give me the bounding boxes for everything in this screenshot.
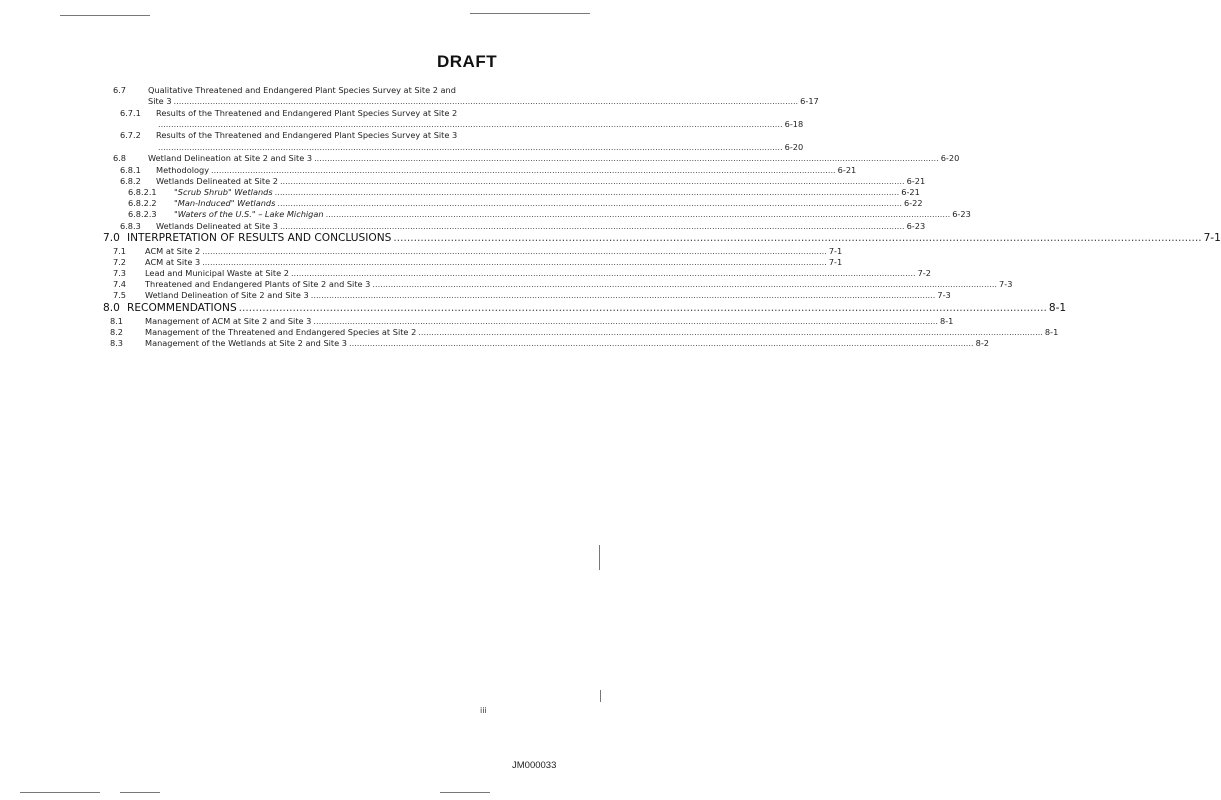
toc-entry-page: 6-18 — [784, 119, 804, 129]
toc-leader-dots — [311, 290, 936, 301]
toc-entry — [120, 165, 857, 176]
toc-leader-dots — [280, 176, 905, 187]
toc-entry-title: "Man-Induced" Wetlands — [174, 198, 276, 208]
draft-watermark-label: DRAFT — [437, 52, 498, 71]
toc-entry-title: "Scrub Shrub" Wetlands — [174, 187, 273, 197]
toc-entry — [120, 176, 926, 187]
toc-entry-number: 6.8 — [113, 153, 127, 163]
scan-mark — [120, 792, 160, 793]
toc-entry-page: 7-1 — [1203, 232, 1221, 244]
toc-entry-title: Lead and Municipal Waste at Site 2 — [145, 268, 289, 278]
toc-leader-dots — [418, 327, 1043, 338]
toc-leader-dots — [275, 187, 900, 198]
toc-leader-dots — [239, 302, 1047, 315]
toc-entry-number: 7.1 — [113, 246, 127, 256]
toc-leader-dots — [393, 232, 1201, 245]
toc-entry-title: Management of the Wetlands at Site 2 and Site 3 — [145, 338, 347, 348]
toc-entry — [113, 85, 493, 96]
page-number: iii — [480, 706, 487, 715]
toc-entry-page: 6-21 — [901, 187, 920, 197]
toc-leader-dots — [313, 316, 938, 327]
toc-entry-page: 6-17 — [800, 96, 819, 106]
toc-entry — [113, 257, 843, 268]
toc-leader-dots — [280, 221, 905, 232]
toc-entry-page: 6-23 — [906, 221, 926, 231]
toc-entry-number: 8.3 — [110, 338, 124, 348]
toc-leader-dots — [314, 153, 939, 164]
toc-entry-title: Wetlands Delineated at Site 2 — [156, 176, 278, 186]
toc-entry-title: "Waters of the U.S." – Lake Michigan — [174, 209, 324, 219]
toc-entry — [120, 119, 804, 130]
bates-number: JM000033 — [512, 760, 557, 771]
toc-entry — [128, 187, 920, 198]
toc-entry-number: 6.8.1 — [120, 165, 141, 175]
toc-entry-title: Management of ACM at Site 2 and Site 3 — [145, 316, 312, 326]
toc-leader-dots — [372, 279, 997, 290]
toc-entry-page: 7-3 — [937, 290, 951, 300]
scan-mark — [60, 15, 150, 16]
toc-entry-number: 7.5 — [113, 290, 127, 300]
toc-entry-page: 6-20 — [784, 142, 804, 152]
toc-entry — [113, 279, 1013, 290]
toc-entry-page: 7-1 — [828, 257, 843, 267]
toc-entry-number: 8.0 — [103, 302, 120, 314]
toc-leader-dots — [158, 142, 783, 153]
toc-leader-dots — [174, 96, 799, 107]
toc-entry-title: Threatened and Endangered Plants of Site 2 and Site 3 — [145, 279, 371, 289]
toc-entry-page: 6-21 — [906, 176, 926, 186]
toc-entry-title: Methodology — [156, 165, 210, 175]
toc-entry-number: 7.0 — [103, 232, 120, 244]
toc-entry-number: 6.8.3 — [120, 221, 141, 231]
toc-entry-page: 7-1 — [828, 246, 843, 256]
toc-entry-title: ACM at Site 3 — [145, 257, 201, 267]
scan-mark — [600, 690, 601, 702]
toc-entry-page: 7-2 — [917, 268, 931, 278]
toc-entry-page: 6-22 — [904, 198, 923, 208]
toc-entry-number: 6.7.1 — [120, 108, 141, 118]
toc-entry-title: Site 3 — [148, 96, 172, 106]
toc-leader-dots — [202, 246, 827, 257]
toc-entry-number: 6.8.2.2 — [128, 198, 157, 208]
toc-entry-number: 6.7 — [113, 85, 127, 95]
toc-entry-title: Wetland Delineation of Site 2 and Site 3 — [145, 290, 309, 300]
toc-entry-title: Wetlands Delineated at Site 3 — [156, 221, 278, 231]
toc-leader-dots — [211, 165, 836, 176]
toc-entry-page: 8-2 — [975, 338, 989, 348]
toc-entry — [120, 130, 493, 141]
toc-entry-number: 8.1 — [110, 316, 124, 326]
toc-entry — [128, 209, 971, 220]
toc-entry-number: 7.2 — [113, 257, 127, 267]
toc-entry — [120, 221, 926, 232]
toc-entry-page: 8-1 — [1044, 327, 1059, 337]
toc-entry-page: 6-20 — [940, 153, 960, 163]
toc-leader-dots — [349, 338, 974, 349]
toc-entry-title: ACM at Site 2 — [145, 246, 201, 256]
toc-entry — [113, 153, 960, 164]
toc-entry — [110, 338, 989, 349]
toc-entry-title: Wetland Delineation at Site 2 and Site 3 — [148, 153, 313, 163]
toc-entry — [113, 268, 931, 279]
toc-leader-dots — [202, 257, 827, 268]
toc-entry-title: RECOMMENDATIONS — [127, 302, 237, 314]
toc-entry — [110, 316, 954, 327]
toc-entry-number: 7.4 — [113, 279, 127, 289]
toc-entry — [113, 96, 819, 107]
toc-entry-title: Results of the Threatened and Endangered Plant Species Survey at Site 3 — [156, 130, 458, 140]
toc-entry-title: INTERPRETATION OF RESULTS AND CONCLUSIONS — [127, 232, 392, 244]
toc-entry-title: Results of the Threatened and Endangered Plant Species Survey at Site 2 — [156, 108, 458, 118]
toc-entry-title: Management of the Threatened and Endangered Species at Site 2 — [145, 327, 417, 337]
toc-entry — [113, 290, 951, 301]
toc-entry — [113, 246, 843, 257]
toc-entry-page: 6-21 — [837, 165, 857, 175]
toc-entry — [120, 142, 804, 153]
toc-entry-page: 8-1 — [1048, 302, 1067, 314]
toc-leader-dots — [291, 268, 916, 279]
toc-entry-page: 8-1 — [940, 316, 954, 326]
scan-mark — [20, 792, 100, 793]
toc-entry-page: 6-23 — [952, 209, 971, 219]
toc-entry-title: Qualitative Threatened and Endangered Plant Species Survey at Site 2 and — [148, 85, 456, 95]
toc-entry-number: 6.8.2.3 — [128, 209, 157, 219]
toc-entry — [103, 232, 1221, 245]
toc-entry-number: 7.3 — [113, 268, 127, 278]
toc-entry-number: 6.8.2.1 — [128, 187, 157, 197]
toc-entry-number: 6.7.2 — [120, 130, 141, 140]
toc-leader-dots — [158, 119, 783, 130]
scan-mark — [440, 792, 490, 793]
scan-mark — [599, 545, 600, 570]
toc-entry — [120, 108, 493, 119]
toc-leader-dots — [326, 209, 951, 220]
toc-entry-number: 8.2 — [110, 327, 124, 337]
toc-entry — [128, 198, 923, 209]
scan-mark — [470, 13, 590, 14]
toc-leader-dots — [277, 198, 902, 209]
toc-entry — [103, 302, 1067, 315]
toc-entry — [110, 327, 1059, 338]
toc-entry-number: 6.8.2 — [120, 176, 141, 186]
toc-entry-page: 7-3 — [999, 279, 1013, 289]
